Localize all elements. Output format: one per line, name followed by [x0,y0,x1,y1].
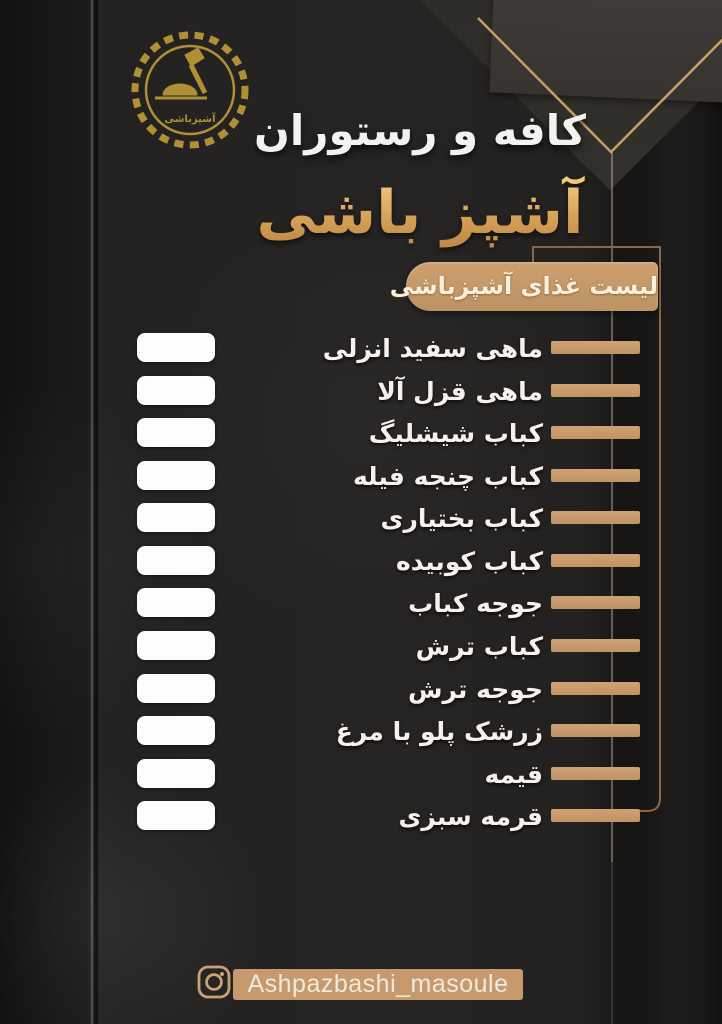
menu-item-label: ماهی قزل آلا [377,377,543,406]
menu-item-label: قیمه [484,760,543,789]
cafe-subtitle: کافه و رستوران [254,106,586,155]
price-box [137,801,215,830]
price-box [137,759,215,788]
menu-row [0,631,722,660]
price-box [137,631,215,660]
price-box [137,588,215,617]
menu-row [0,674,722,703]
menu-item-bar [551,767,640,780]
menu-item-label: جوجه کباب [408,589,543,618]
menu-item-bar [551,809,640,822]
menu-item-bar [551,426,640,439]
menu-row [0,716,722,745]
price-box [137,546,215,575]
price-box [137,716,215,745]
menu-item-bar [551,469,640,482]
menu-item-label: جوجه ترش [407,675,543,704]
price-box [137,674,215,703]
price-box [137,418,215,447]
menu-item-label: کباب بختیاری [380,504,543,533]
price-box [137,503,215,532]
menu-item-bar [551,596,640,609]
menu-item-bar [551,511,640,524]
corner-card-decoration [489,0,722,104]
price-box [137,461,215,490]
logo-caption: آشپزباشی [164,114,216,125]
menu-list-header [389,262,658,311]
menu-list-header-label: لیست غذای آشپزباشی [389,272,658,300]
menu-row [0,546,722,575]
menu-item-label: کباب شیشلیگ [368,419,543,448]
menu-row [0,503,722,532]
menu-item-label: کباب چنجه فیله [352,462,543,491]
menu-item-bar [551,682,640,695]
menu-row [0,461,722,490]
menu-item-label: ماهی سفید انزلی [322,334,543,363]
menu-row [0,376,722,405]
menu-item-label: زرشک پلو با مرغ [335,717,543,746]
menu-item-bar [551,724,640,737]
instagram-handle-button[interactable] [233,969,523,1000]
menu-row [0,801,722,830]
menu-row [0,333,722,362]
instagram-handle-label: Ashpazbashi_masoule [247,970,509,998]
menu-row [0,588,722,617]
menu-item-label: کباب کوبیده [396,547,543,576]
menu-row [0,418,722,447]
menu-item-bar [551,341,640,354]
menu-item-bar [551,554,640,567]
menu-row [0,759,722,788]
price-box [137,333,215,362]
menu-item-bar [551,384,640,397]
menu-item-label: قرمه سبزی [398,802,543,831]
menu-item-label: کباب ترش [415,632,543,661]
price-box [137,376,215,405]
instagram-icon [195,963,233,1005]
menu-item-bar [551,639,640,652]
restaurant-title: آشپز باشی [210,168,630,258]
